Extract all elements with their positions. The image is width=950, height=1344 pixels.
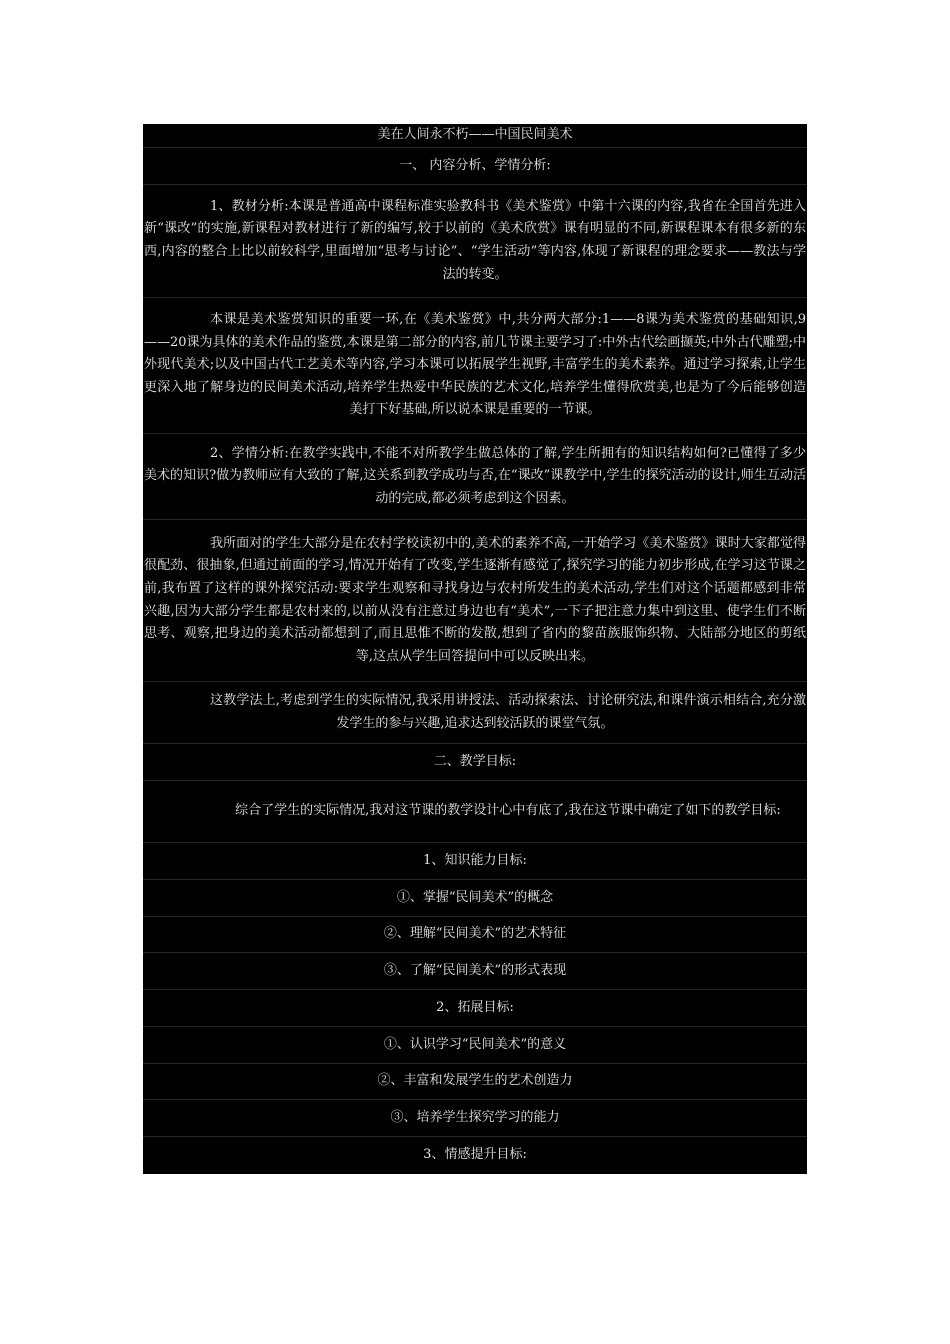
subheading-row <box>143 1137 807 1174</box>
document-title: 美在人间永不朽——中国民间美术 <box>377 127 573 143</box>
paragraph-row <box>143 298 807 434</box>
section-heading: 二、教学目标: <box>433 753 517 769</box>
paragraph-row <box>143 520 807 682</box>
subheading: 1、知识能力目标: <box>423 852 527 868</box>
subheading: 2、拓展目标: <box>436 999 514 1015</box>
objective-row <box>143 1027 807 1064</box>
paragraph: 本课是美术鉴赏知识的重要一环,在《美术鉴赏》中,共分两大部分:1——8课为美术鉴赏的基础知识,9——20课为具体的美术作品的鉴赏,本课是第二部分的内容,前几节课主要学习了:中外古代绘画撷英;中外古代雕塑;中外现代美术;以及中国古代工艺美术等内容,学习本课可以拓展学生视野,丰富学生的美术素养。通过学习探索,让学生更深入地了解身边的民间美术活动,培养学生热爱中华民族的艺术文化,培养学生懂得欣赏美,也是为了今后能够创造美打下好基础,所以说本课是重要的一节课。 <box>144 312 806 418</box>
objective-item: ②、丰富和发展学生的艺术创造力 <box>377 1073 573 1089</box>
objective-item: ②、理解“民间美术”的艺术特征 <box>383 926 567 942</box>
objective-row <box>143 1100 807 1137</box>
subheading: 3、情感提升目标: <box>423 1147 527 1163</box>
paragraph: 这教学法上,考虑到学生的实际情况,我采用讲授法、活动探索法、讨论研究法,和课件演示相结合,充分激发学生的参与兴趣,追求达到较活跃的课堂气氛。 <box>210 692 806 731</box>
objective-item: ③、培养学生探究学习的能力 <box>390 1109 560 1125</box>
paragraph-row <box>143 434 807 520</box>
subheading-row <box>143 990 807 1027</box>
paragraph: 1、教材分析:本课是普通高中课程标准实验教科书《美术鉴赏》中第十六课的内容,我省在全国首先进入新“课改”的实施,新课程对教材进行了新的编写,较于以前的《美术欣赏》课有明显的不同,新课程课本有很多新的东西,内容的整合上比以前较科学,里面增加“思考与讨论”、“学生活动”等内容,体现了新课程的理念要求——教法与学法的转变。 <box>144 198 806 282</box>
section-heading: 一、 内容分析、学情分析: <box>399 157 551 173</box>
document-body <box>143 124 807 1174</box>
paragraph: 2、学情分析:在教学实践中,不能不对所教学生做总体的了解,学生所拥有的知识结构如何?已懂得了多少美术的知识?做为教师应有大致的了解,这关系到教学成功与否,在“课改”课教学中,学生的探究活动的设计,师生互动活动的完成,都必须考虑到这个因素。 <box>144 445 806 506</box>
subheading-row <box>143 843 807 880</box>
objective-row <box>143 953 807 990</box>
section-heading-row <box>143 744 807 781</box>
paragraph: 综合了学生的实际情况,我对这节课的教学设计心中有底了,我在这节课中确定了如下的教学目标: <box>235 803 781 819</box>
objective-row <box>143 880 807 917</box>
paragraph-row <box>143 682 807 744</box>
section-heading-row <box>143 148 807 185</box>
objective-row <box>143 917 807 953</box>
paragraph: 我所面对的学生大部分是在农村学校读初中的,美术的素养不高,一开始学习《美术鉴赏》课时大家都觉得很配劲、很抽象,但通过前面的学习,情况开始有了改变,学生逐渐有感觉了,探究学习的能力初步形成,在学习这节课之前,我布置了这样的课外探究活动:要求学生观察和寻找身边与农村所发生的美术活动,学生们对这个话题都感到非常兴趣,因为大部分学生都是农村来的,以前从没有注意过身边也有“美术”,一下子把注意力集中到这里、使学生们不断思考、观察,把身边的美术活动都想到了,而且思惟不断的发散,想到了省内的黎苗族服饰织物、大陆部分地区的剪纸等,这点从学生回答提问中可以反映出来。 <box>144 535 806 664</box>
document-title-row <box>143 124 807 148</box>
objective-item: ③、了解“民间美术”的形式表现 <box>383 962 567 978</box>
objective-item: ①、掌握“民间美术”的概念 <box>396 889 554 905</box>
objective-item: ①、认识学习“民间美术”的意义 <box>383 1036 567 1052</box>
paragraph-row <box>143 781 807 843</box>
paragraph-row <box>143 185 807 298</box>
objective-row <box>143 1064 807 1100</box>
